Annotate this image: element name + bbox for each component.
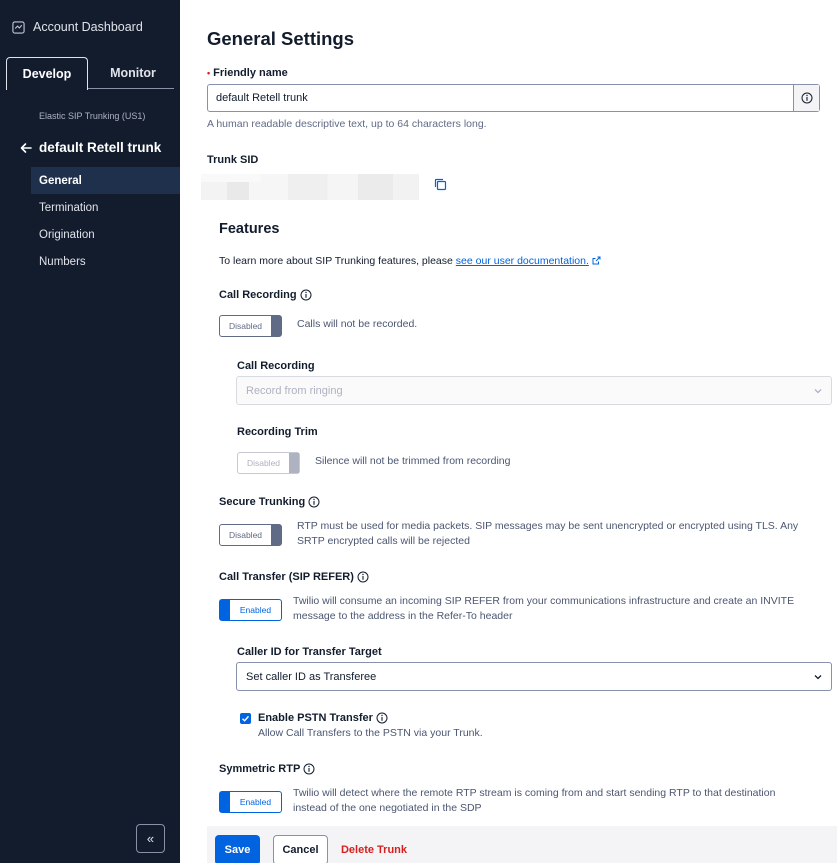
caller-id-label: Caller ID for Transfer Target	[237, 646, 382, 658]
call-transfer-toggle[interactable]	[219, 599, 282, 621]
description-line: Twilio will consume an incoming SIP REFER from your communications infrastructure and create an INVITE	[293, 595, 795, 607]
enable-pstn-transfer-checkbox[interactable]	[240, 713, 251, 724]
external-link-icon	[592, 256, 601, 265]
features-intro	[219, 255, 601, 267]
description-line: Twilio will detect where the remote RTP stream is coming from and start sending RTP to that destination	[293, 787, 776, 799]
friendly-name-field	[207, 84, 820, 112]
sidebar-nav	[31, 167, 180, 275]
recording-trim-toggle	[237, 452, 300, 474]
required-mark: •	[207, 68, 211, 78]
call-recording-description: Calls will not be recorded.	[297, 318, 418, 330]
features-title: Features	[219, 221, 280, 237]
enable-pstn-transfer-label	[258, 712, 388, 724]
toggle-knob	[271, 525, 281, 545]
symmetric-rtp-label-text: Symmetric RTP	[219, 763, 301, 775]
trunk-sid-label: Trunk SID	[207, 154, 259, 166]
recording-trim-description: Silence will not be trimmed from recording	[315, 455, 511, 467]
call-recording-mode-select	[236, 376, 832, 405]
features-intro-text: To learn more about SIP Trunking features, please	[219, 255, 453, 267]
tab-monitor[interactable]: Monitor	[110, 66, 156, 80]
toggle-knob	[289, 453, 299, 473]
collapse-sidebar-button[interactable]	[136, 824, 165, 853]
checkmark-icon	[241, 714, 250, 723]
description-line: instead of the one negotiated in the SDP	[293, 802, 482, 814]
toggle-state: Disabled	[228, 321, 263, 331]
select-value: Set caller ID as Transferee	[246, 670, 377, 683]
call-recording-mode-label: Call Recording	[237, 360, 315, 372]
sidebar	[0, 0, 180, 863]
back-to-trunks-link[interactable]	[19, 140, 161, 155]
toggle-knob	[220, 792, 230, 812]
secure-trunking-description	[297, 519, 827, 549]
toggle-state: Enabled	[239, 797, 272, 807]
chevron-down-icon	[813, 386, 823, 396]
info-icon[interactable]	[376, 712, 388, 724]
main-content	[180, 0, 837, 863]
tab-develop[interactable]: Develop	[6, 57, 88, 90]
sidebar-tabs	[6, 57, 174, 89]
cancel-button[interactable]: Cancel	[273, 835, 328, 863]
arrow-left-icon	[19, 141, 33, 155]
call-transfer-label	[219, 571, 369, 583]
delete-trunk-button[interactable]: Delete Trunk	[340, 844, 408, 856]
friendly-name-label-text: Friendly name	[213, 67, 288, 79]
friendly-name-help: A human readable descriptive text, up to 64 characters long.	[207, 118, 487, 130]
secure-trunking-toggle[interactable]	[219, 524, 282, 546]
description-line: SRTP encrypted calls will be rejected	[297, 535, 470, 547]
form-footer	[207, 826, 837, 863]
caller-id-select[interactable]	[236, 662, 832, 691]
enable-pstn-transfer-label-text: Enable PSTN Transfer	[258, 712, 373, 724]
save-button[interactable]: Save	[215, 835, 260, 863]
copy-icon[interactable]	[434, 178, 447, 191]
call-transfer-description	[293, 594, 827, 624]
symmetric-rtp-label	[219, 763, 315, 775]
friendly-name-label	[207, 67, 288, 79]
info-icon[interactable]	[357, 571, 369, 583]
user-documentation-link[interactable]: see our user documentation.	[455, 255, 589, 267]
select-value: Record from ringing	[246, 384, 343, 397]
toggle-knob	[271, 316, 281, 336]
trunk-name: default Retell trunk	[39, 140, 162, 155]
call-transfer-label-text: Call Transfer (SIP REFER)	[219, 571, 354, 583]
friendly-name-info-button[interactable]	[793, 85, 819, 111]
call-recording-toggle[interactable]	[219, 315, 282, 337]
call-recording-label	[219, 289, 312, 301]
toggle-state: Enabled	[239, 605, 272, 615]
secure-trunking-label	[219, 496, 320, 508]
chevron-down-icon	[813, 672, 823, 682]
account-dashboard-label: Account Dashboard	[33, 20, 143, 34]
info-icon[interactable]	[303, 763, 315, 775]
description-line: RTP must be used for media packets. SIP messages may be sent unencrypted or encrypted using TLS. Any	[297, 520, 799, 532]
info-icon[interactable]	[308, 496, 320, 508]
call-recording-label-text: Call Recording	[219, 289, 297, 301]
sidebar-item-termination[interactable]: Termination	[39, 201, 99, 214]
secure-trunking-label-text: Secure Trunking	[219, 496, 306, 508]
service-label: Elastic SIP Trunking (US1)	[39, 111, 146, 121]
symmetric-rtp-toggle[interactable]	[219, 791, 282, 813]
enable-pstn-transfer-help: Allow Call Transfers to the PSTN via your Trunk.	[258, 727, 483, 739]
friendly-name-input[interactable]	[208, 85, 793, 111]
info-icon[interactable]	[300, 289, 312, 301]
dashboard-icon	[12, 21, 25, 34]
sidebar-item-origination[interactable]: Origination	[39, 228, 95, 241]
symmetric-rtp-description	[293, 786, 827, 816]
page-title: General Settings	[207, 28, 355, 49]
account-dashboard-link[interactable]	[12, 20, 143, 34]
toggle-knob	[220, 600, 230, 620]
sidebar-item-general[interactable]: General	[31, 167, 180, 194]
trunk-sid-value-redacted	[201, 174, 419, 200]
info-icon	[801, 92, 813, 104]
double-chevron-left-icon: «	[146, 831, 155, 846]
toggle-state: Disabled	[228, 530, 263, 540]
recording-trim-label: Recording Trim	[237, 426, 318, 438]
description-line: message to the address in the Refer-To header	[293, 610, 513, 622]
toggle-state: Disabled	[246, 458, 281, 468]
sidebar-item-numbers[interactable]: Numbers	[39, 255, 86, 268]
